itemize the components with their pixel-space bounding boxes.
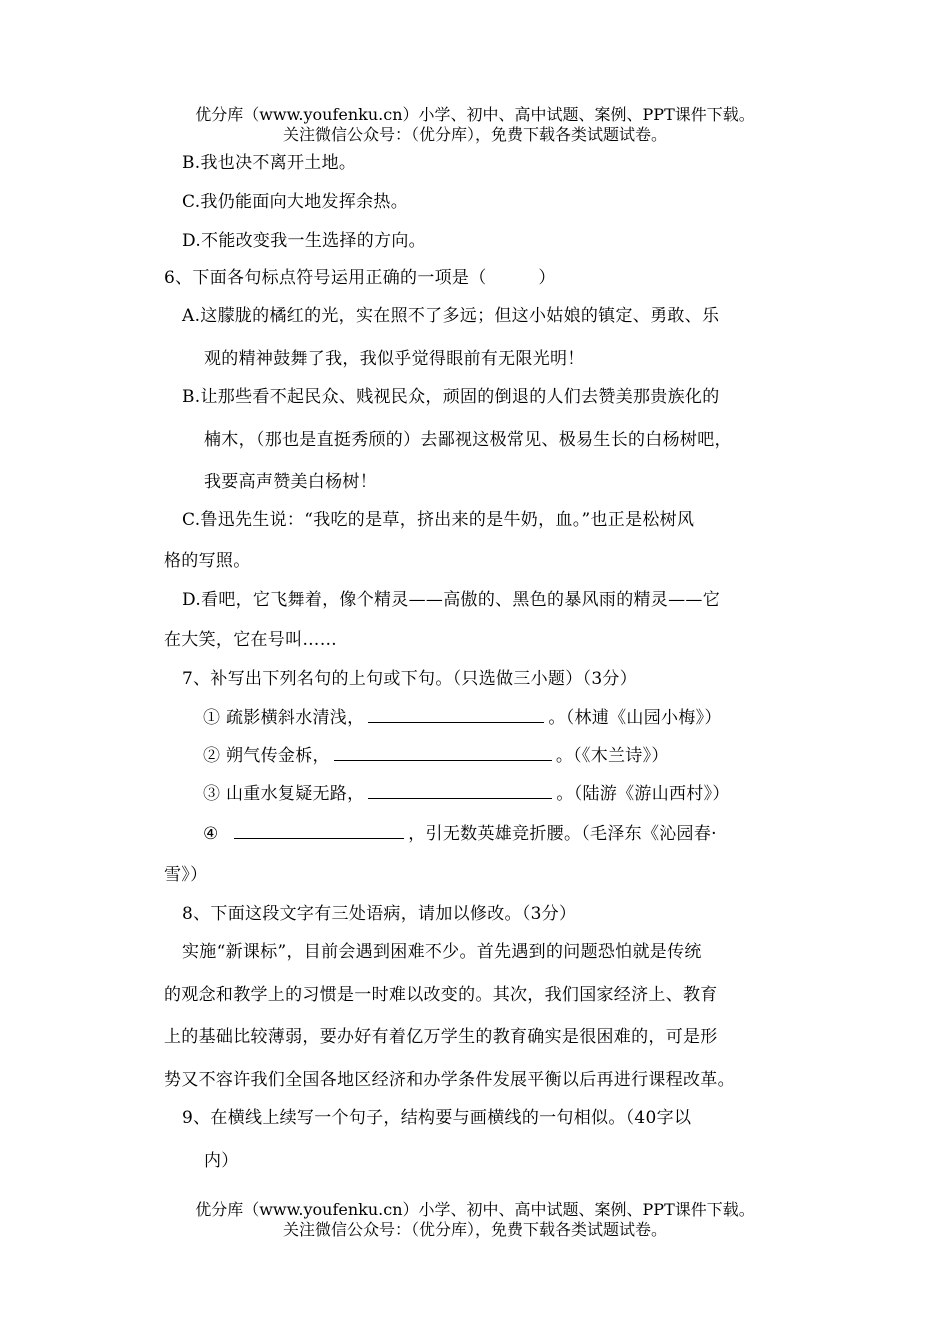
q7-item-3-text: ③ 山重水复疑无路， bbox=[203, 784, 365, 804]
q7-item-4-cont: 雪》） bbox=[164, 865, 208, 885]
q7-item-3-source: 。（陆游《游山西村》） bbox=[556, 784, 730, 804]
q9-stem: 9、在横线上续写一个句子，结构要与画横线的一句相似。（40字以 bbox=[182, 1108, 692, 1128]
q7-item-2-source: 。（《木兰诗》） bbox=[555, 746, 669, 766]
q6-option-b-line2: 楠木，（那也是直挺秀颀的）去鄙视这极常见、极易生长的白杨树吧， bbox=[204, 430, 732, 450]
page-header-top bbox=[0, 105, 950, 145]
q7-item-4-text: ④ bbox=[203, 824, 225, 844]
q8-para-line1: 实施“新课标”，目前会遇到困难不少。首先遇到的问题恐怕就是传统 bbox=[182, 942, 702, 962]
q6-option-b-line1: B.让那些看不起民众、贱视民众，顽固的倒退的人们去赞美那贵族化的 bbox=[182, 387, 720, 407]
footer-line-2: 关注微信公众号：（优分库），免费下载各类试题试卷。 bbox=[282, 1220, 667, 1239]
q7-item-2 bbox=[203, 741, 669, 766]
q7-stem: 7、补写出下列名句的上句或下句。（只选做三小题）（3分） bbox=[182, 669, 638, 689]
q8-para-line4: 势又不容许我们全国各地区经济和办学条件发展平衡以后再进行课程改革。 bbox=[164, 1070, 735, 1090]
q7-item-2-blank bbox=[334, 744, 552, 761]
page-footer bbox=[0, 1200, 950, 1240]
header-line-2: 关注微信公众号：（优分库），免费下载各类试题试卷。 bbox=[282, 125, 667, 144]
q9-stem-cont: 内） bbox=[204, 1151, 239, 1171]
q7-item-3-blank bbox=[368, 782, 552, 799]
q7-item-1-source: 。（林逋《山园小梅》） bbox=[548, 708, 722, 728]
q8-para-line2: 的观念和教学上的习惯是一时难以改变的。其次，我们国家经济上、教育 bbox=[164, 985, 718, 1005]
q7-item-1-blank bbox=[368, 706, 544, 723]
q6-stem: 6、下面各句标点符号运用正确的一项是（ ） bbox=[164, 268, 556, 288]
q7-item-4 bbox=[203, 819, 717, 844]
q6-option-c-line1: C.鲁迅先生说：“我吃的是草，挤出来的是牛奶，血。”也正是松树风 bbox=[182, 510, 695, 530]
q7-item-3 bbox=[203, 779, 730, 804]
header-line-1: 优分库（www.youfenku.cn）小学、初中、高中试题、案例、PPT课件下载。 bbox=[195, 105, 755, 124]
q5-option-d: D.不能改变我一生选择的方向。 bbox=[182, 231, 426, 251]
q6-option-d-line2: 在大笑，它在号叫…… bbox=[164, 630, 337, 650]
q7-item-2-text: ② 朔气传金柝， bbox=[203, 746, 330, 766]
q8-para-line3: 上的基础比较薄弱，要办好有着亿万学生的教育确实是很困难的，可是形 bbox=[164, 1027, 718, 1047]
q6-option-a-line1: A.这朦胧的橘红的光，实在照不了多远；但这小姑娘的镇定、勇敢、乐 bbox=[182, 306, 720, 326]
q7-item-4-blank bbox=[234, 822, 404, 839]
q6-option-a-line2: 观的精神鼓舞了我，我似乎觉得眼前有无限光明！ bbox=[204, 349, 585, 369]
q8-stem: 8、下面这段文字有三处语病，请加以修改。（3分） bbox=[182, 904, 577, 924]
q6-option-c-line2: 格的写照。 bbox=[164, 551, 251, 571]
q7-item-1 bbox=[203, 703, 722, 728]
q6-option-b-line3: 我要高声赞美白杨树！ bbox=[204, 472, 377, 492]
q5-option-c: C.我仍能面向大地发挥余热。 bbox=[182, 192, 409, 212]
q6-option-d-line1: D.看吧，它飞舞着，像个精灵——高傲的、黑色的暴风雨的精灵——它 bbox=[182, 590, 721, 610]
footer-line-1: 优分库（www.youfenku.cn）小学、初中、高中试题、案例、PPT课件下载。 bbox=[195, 1200, 755, 1219]
q5-option-b: B.我也决不离开土地。 bbox=[182, 153, 357, 173]
q7-item-4-source: ，引无数英雄竞折腰。（毛泽东《沁园春· bbox=[408, 824, 717, 844]
q7-item-1-text: ① 疏影横斜水清浅， bbox=[203, 708, 365, 728]
